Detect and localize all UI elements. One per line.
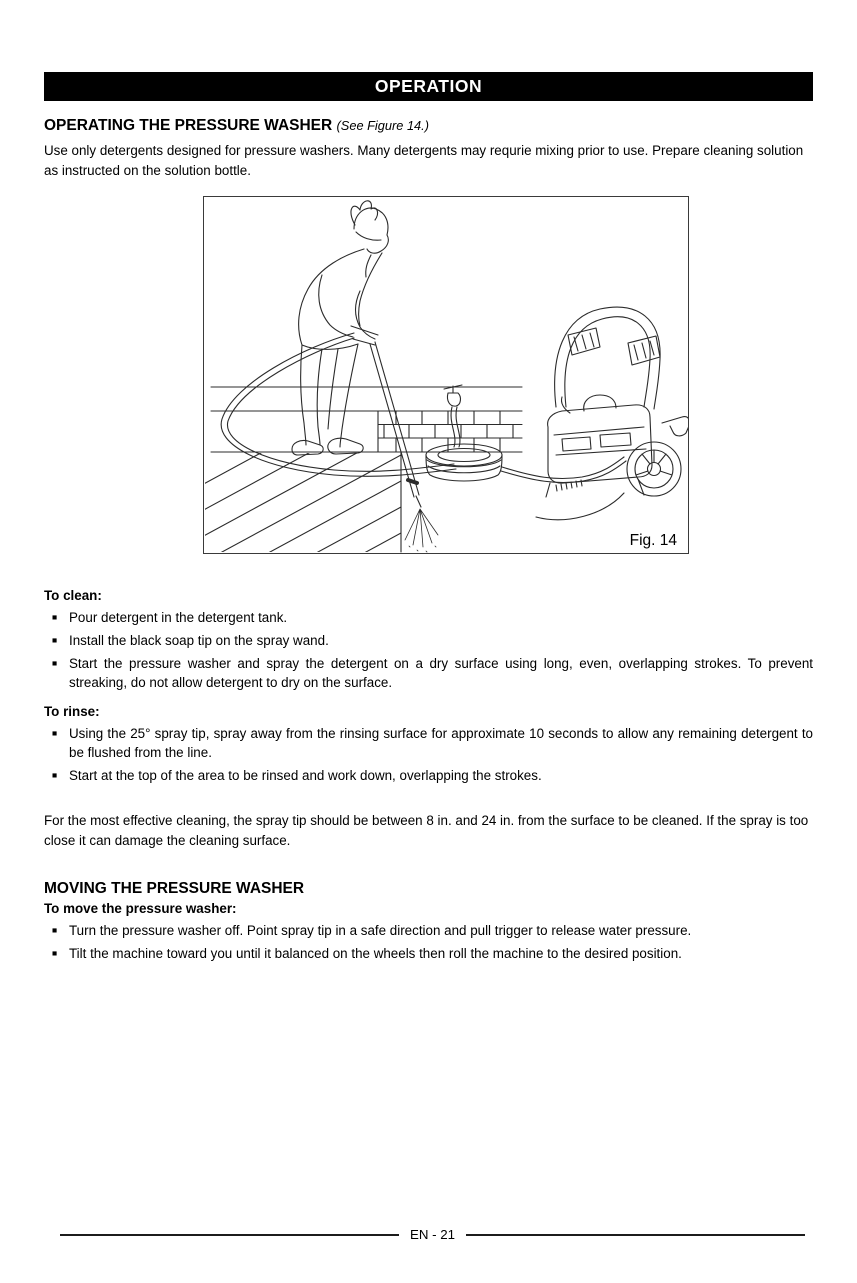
footer-rule-right [466, 1234, 805, 1236]
spigot [444, 385, 462, 406]
bullet-square-icon: ■ [52, 925, 58, 935]
bullet-text: Pour detergent in the detergent tank. [69, 610, 288, 625]
bullet-text: Start the pressure washer and spray the detergent on a dry surface using long, even, overlapping strokes. To prevent streaking, do not allow detergent to dry on the surface. [69, 656, 813, 690]
pressure-washer-unit [546, 307, 688, 497]
intro-paragraph: Use only detergents designed for pressure washers. Many detergents may requrie mixing prior to use. Prepare cleaning solution as instructed on the solution bottle. [44, 143, 804, 178]
figure-14-frame [203, 196, 689, 554]
bullet-square-icon: ■ [52, 658, 58, 668]
deck-planks [204, 435, 582, 553]
bullet-text: Tilt the machine toward you until it balanced on the wheels then roll the machine to the desired position. [69, 946, 682, 961]
bullet-square-icon: ■ [52, 770, 58, 780]
manual-page [0, 72, 857, 1283]
to-clean-list [44, 608, 813, 692]
moving-list [44, 921, 813, 963]
bullet-square-icon: ■ [52, 728, 58, 738]
moving-subheading: To move the pressure washer: [44, 901, 237, 916]
spigot-hose [451, 407, 460, 447]
hose-coil [426, 444, 502, 481]
list-item [44, 766, 813, 785]
bullet-text: Using the 25° spray tip, spray away from the rinsing surface for approximate 10 seconds to allow any remaining detergent to be flushed from the line. [69, 726, 813, 760]
figure-caption: Fig. 14 [629, 532, 677, 549]
moving-heading: MOVING THE PRESSURE WASHER [44, 880, 305, 897]
list-item [44, 654, 813, 692]
spray-wand [351, 326, 421, 507]
bullet-square-icon: ■ [52, 612, 58, 622]
bullet-square-icon: ■ [52, 948, 58, 958]
bullet-text: Start at the top of the area to be rinsed and work down, overlapping the strokes. [69, 768, 542, 783]
spray-fan [405, 509, 438, 552]
hose-to-machine [501, 457, 626, 520]
list-item [44, 631, 813, 650]
list-item [44, 921, 813, 940]
pressure-washing-illustration [204, 197, 688, 553]
section-banner-title: OPERATION [374, 76, 483, 96]
operating-heading [44, 117, 813, 135]
operating-heading-title: OPERATING THE PRESSURE WASHER [44, 117, 333, 134]
list-item [44, 724, 813, 762]
section-banner [44, 72, 813, 101]
see-figure-note: (See Figure 14.) [336, 118, 429, 133]
to-clean-label: To clean: [44, 588, 102, 603]
to-rinse-label: To rinse: [44, 704, 100, 719]
list-item [44, 608, 813, 627]
operator-figure [292, 201, 388, 455]
page-content [0, 72, 857, 963]
effective-cleaning-note: For the most effective cleaning, the spray tip should be between 8 in. and 24 in. from the surface to be cleaned. If the spray is too close it can damage the cleaning surface. [44, 813, 809, 848]
list-item [44, 944, 813, 963]
to-rinse-list [44, 724, 813, 785]
page-number: EN - 21 [409, 1227, 456, 1242]
footer-rule-left [60, 1234, 399, 1236]
bullet-text: Turn the pressure washer off. Point spray tip in a safe direction and pull trigger to release water pressure. [69, 923, 692, 938]
page-footer [60, 1227, 805, 1242]
bullet-text: Install the black soap tip on the spray wand. [69, 633, 329, 648]
bullet-square-icon: ■ [52, 635, 58, 645]
